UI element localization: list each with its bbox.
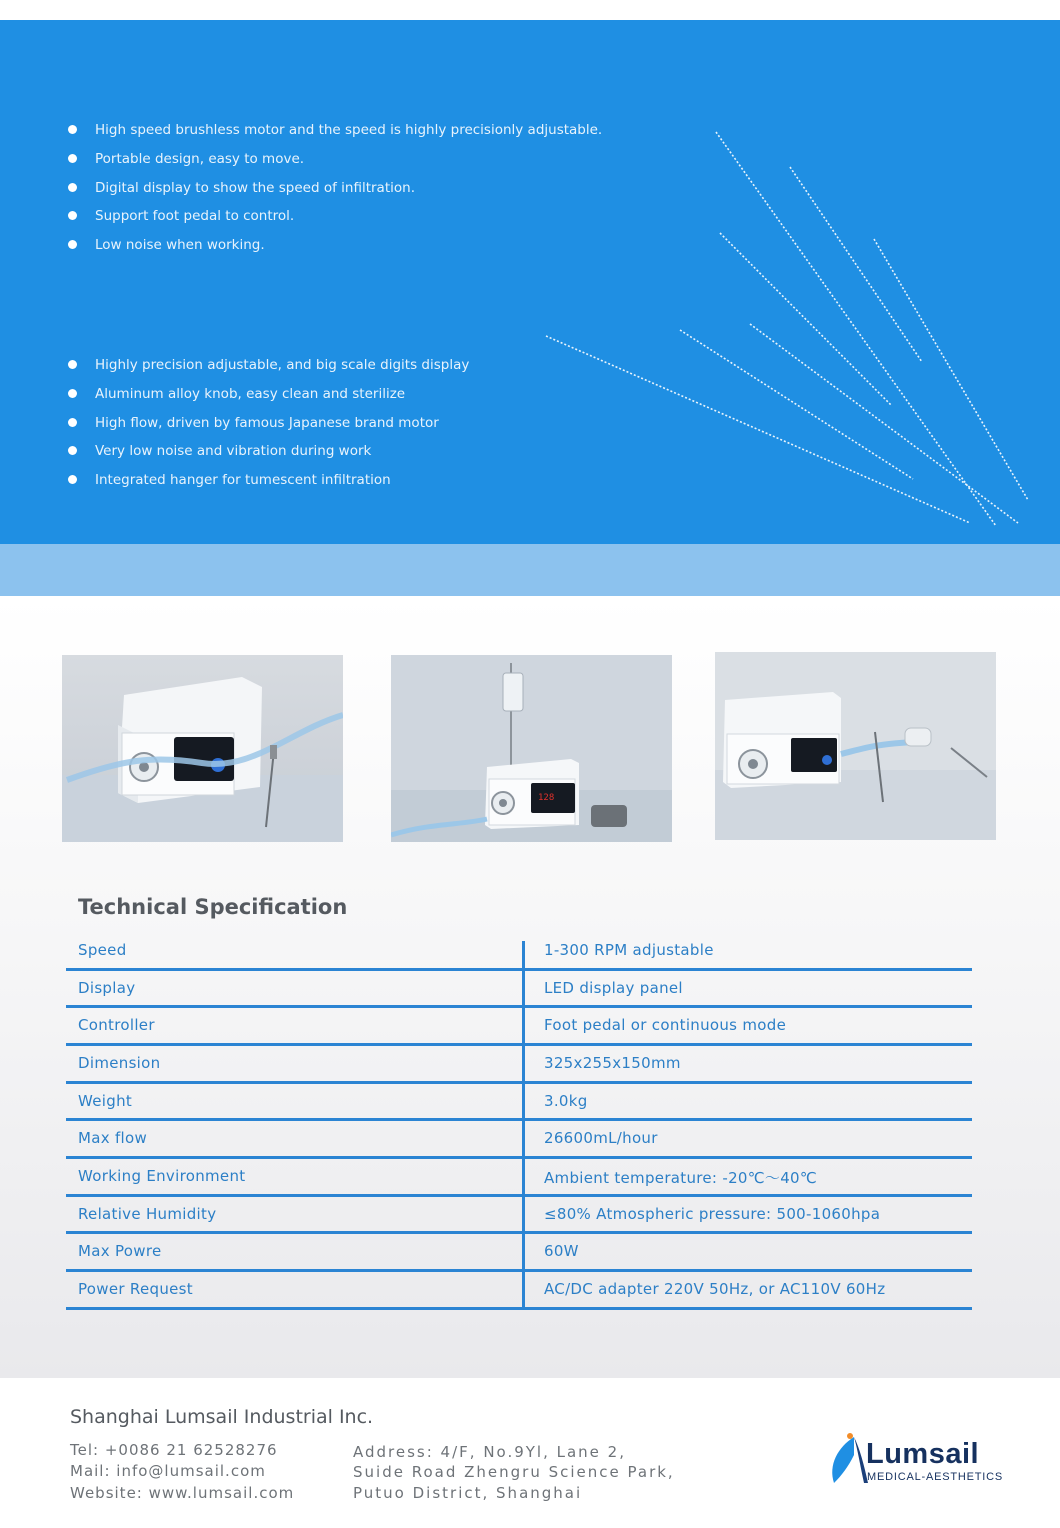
spec-title: Technical Specification [78,894,348,919]
spec-value: Ambient temperature: -20℃～40℃ [544,1169,818,1188]
spec-key: Speed [78,940,127,959]
spec-value: 60W [544,1242,579,1261]
table-row [66,1084,972,1122]
product-photo-front [62,655,343,842]
table-row [66,1008,972,1046]
address-line: Address: 4/F, No.9Yl, Lane 2, [353,1442,626,1461]
company-name: Shanghai Lumsail Industrial Inc. [70,1405,374,1428]
spec-table [66,933,972,1310]
bullet-icon [68,240,77,249]
table-row [66,1046,972,1084]
bullet-icon [68,389,77,398]
spec-value: 3.0kg [544,1091,588,1110]
bullet-icon [68,475,77,484]
spec-key: Weight [78,1091,133,1110]
bullet-icon [68,211,77,220]
bullet-icon [68,154,77,163]
spec-key: Power Request [78,1280,193,1299]
bullet-icon [68,446,77,455]
spec-value: LED display panel [544,978,683,997]
spec-key: Controller [78,1016,155,1035]
table-row [66,1272,972,1310]
bullet-icon [68,183,77,192]
logo-tagline: MEDICAL-AESTHETICS [867,1470,1004,1483]
address-line: Putuo District, Shanghai [353,1483,583,1502]
table-row [66,971,972,1009]
spec-key: Max flow [78,1129,148,1148]
list-item: High speed brushless motor and the speed is highly precisionly adjustable. [66,120,602,149]
hero-strip [0,544,1060,596]
address-block [353,1442,675,1504]
website-link[interactable]: Website: www.lumsail.com [70,1483,295,1502]
table-row [66,1159,972,1197]
bullet-icon [68,125,77,134]
pump-display-reading: 128 [538,792,555,803]
spec-value: ≤80% Atmospheric pressure: 500-1060hpa [544,1204,881,1223]
table-row [66,1197,972,1235]
product-photo-hanger [391,655,672,842]
list-item: Integrated hanger for tumescent infiltration [66,470,469,499]
table-row [66,933,972,971]
contact-block [70,1440,294,1505]
bullet-icon [68,360,77,369]
list-item: Aluminum alloy knob, easy clean and sterilize [66,384,469,413]
table-column-divider [522,941,525,1307]
list-item: Very low noise and vibration during work [66,441,469,470]
spec-key: Working Environment [78,1167,246,1186]
product-photo-side [715,652,996,840]
spec-value: 1-300 RPM adjustable [544,940,714,959]
spec-key: Display [78,978,136,997]
table-row [66,1121,972,1159]
spec-value: 325x255x150mm [544,1053,681,1072]
logo-wordmark: Lumsail [866,1437,980,1470]
mail-link[interactable]: Mail: info@lumsail.com [70,1462,266,1481]
spec-key: Max Powre [78,1242,162,1261]
spec-value: Foot pedal or continuous mode [544,1016,787,1035]
list-item: Support foot pedal to control. [66,206,602,235]
list-item: Highly precision adjustable, and big scale digits display [66,355,469,384]
tel-text: Tel: +0086 21 62528276 [70,1440,278,1459]
list-item: Low noise when working. [66,235,602,264]
list-item: Digital display to show the speed of infiltration. [66,178,602,207]
list-item: Portable design, easy to move. [66,149,602,178]
spec-value: AC/DC adapter 220V 50Hz, or AC110V 60Hz [544,1280,886,1299]
list-item: High flow, driven by famous Japanese brand motor [66,413,469,442]
bullet-icon [68,418,77,427]
spec-key: Dimension [78,1053,161,1072]
address-line: Suide Road Zhengru Science Park, [353,1463,675,1482]
spec-key: Relative Humidity [78,1204,217,1223]
professional-list [66,355,469,499]
spec-value: 26600mL/hour [544,1129,658,1148]
table-row [66,1234,972,1272]
features-list [66,120,602,264]
